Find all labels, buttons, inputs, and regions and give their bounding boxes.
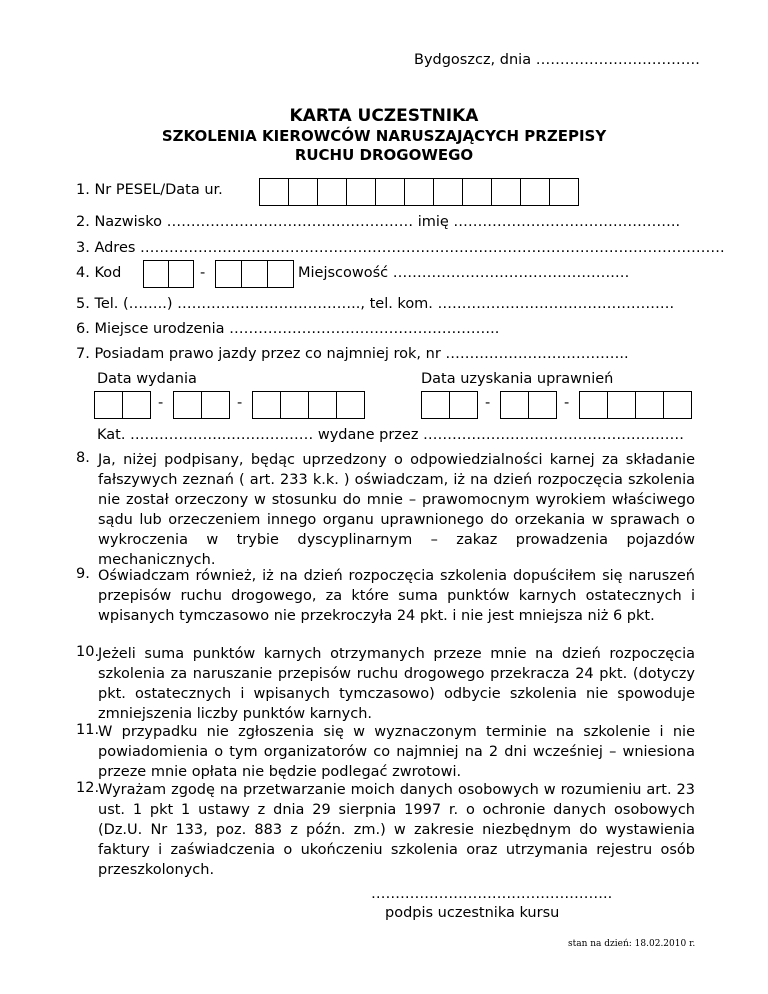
issue-date-label: Data wydania [97,371,197,387]
license-date-month-boxes[interactable] [500,391,557,419]
license-date-label: Data uzyskania uprawnień [421,371,614,387]
paragraph-11-text: W przypadku nie zgłoszenia się w wyznaczonym terminie na szkolenie i nie powiadomienia o tym organizatorów co najmniej na 2 dni wcześniej – wniesiona przeze mnie opłata nie będzie podlegać zwrotowi. [98,724,695,780]
postal-code-boxes-part2[interactable] [215,260,294,288]
issue-date-dash-1: - [158,395,164,411]
form-title: KARTA UCZESTNIKA [289,106,479,126]
issue-date-dash-2: - [237,395,243,411]
birthplace-field[interactable]: 6. Miejsce urodzenia ……………………………………………….. [76,321,500,337]
footer-stamp: stan na dzień: 18.02.2010 r. [568,939,696,949]
category-issuer-field[interactable]: Kat. ………………..……………… wydane przez ……………………………………………… [97,427,685,443]
phone-field[interactable]: 5. Tel. (……..) ……………………………….., tel. kom. …………………………………………. [76,296,675,312]
city-field[interactable]: Miejscowość ……………………………………….… [298,265,630,281]
license-number-field[interactable]: 7. Posiadam prawo jazdy przez co najmniej rok, nr ……………………………….. [76,346,629,362]
address-field[interactable]: 3. Adres …………………………………………………………………………………………………………. [76,240,725,256]
paragraph-10-text: Jeżeli suma punktów karnych otrzymanych przeze mnie na dzień rozpoczęcia szkolenia za naruszanie przepisów ruchu drogowego przekracza 24 pkt. (dotyczy pkt. ostatecznych i wpisanych tymczasowo) odbycie szkolenia nie spowoduje zmniejszenia liczby punktów karnych. [98,646,695,722]
signature-line[interactable]: ………………………………………….. [371,886,613,902]
form-subtitle-line2: RUCHU DROGOWEGO [294,146,474,164]
postal-code-dash: - [200,265,206,281]
paragraph-9-number: 9. [76,566,90,582]
license-date-day-boxes[interactable] [421,391,478,419]
postal-code-label: 4. Kod [76,265,122,281]
paragraph-12-text: Wyrażam zgodę na przetwarzanie moich danych osobowych w rozumieniu art. 23 ust. 1 pkt 1 ustawy z dnia 29 sierpnia 1997 r. o ochronie danych osobowych (Dz.U. Nr 133, poz. 883 z późn. zm.) w zakresie niezbędnym do wystawienia faktury i zaświadczenia o ukończeniu szkolenia oraz utrzymania rejestru osób przeszkolonych. [98,782,695,878]
signature-label: podpis uczestnika kursu [385,905,560,921]
pesel-boxes[interactable] [259,178,579,206]
paragraph-8-number: 8. [76,450,90,466]
issue-date-year-boxes[interactable] [252,391,365,419]
paragraph-11-number: 11. [76,722,100,738]
place-date-line: Bydgoszcz, dnia ……………………………. [414,52,700,68]
license-date-dash-2: - [564,395,570,411]
pesel-label: 1. Nr PESEL/Data ur. [76,182,223,198]
issue-date-month-boxes[interactable] [173,391,230,419]
paragraph-10-number: 10. [76,644,100,660]
postal-code-boxes-part1[interactable] [143,260,194,288]
form-subtitle-line1: SZKOLENIA KIEROWCÓW NARUSZAJĄCYCH PRZEPISY [161,127,607,145]
paragraph-8-text: Ja, niżej podpisany, będąc uprzedzony o odpowiedzialności karnej za składanie fałszywych zeznań ( art. 233 k.k. ) oświadczam, iż na dzień rozpoczęcia szkolenia nie został orzeczony w stosunku do mnie – prawomocnym wyrokiem właściwego sądu lub orzeczeniem innego organu uprawnionego do orzekania w sprawach o wykroczenia w trybie dyscyplinarnym – zakaz prowadzenia pojazdów mechanicznych. [98,452,695,568]
surname-name-field[interactable]: 2. Nazwisko …………………………………………… imię ……………………………………….. [76,214,681,230]
paragraph-9-text: Oświadczam również, iż na dzień rozpoczęcia szkolenia dopuściłem się naruszeń przepisów ruchu drogowego, za które suma punktów karnych ostatecznych i wpisanych tymczasowo nie przekroczyła 24 pkt. i nie jest mniejsza niż 6 pkt. [98,568,695,624]
issue-date-day-boxes[interactable] [94,391,151,419]
license-date-dash-1: - [485,395,491,411]
license-date-year-boxes[interactable] [579,391,692,419]
paragraph-12-number: 12. [76,780,100,796]
